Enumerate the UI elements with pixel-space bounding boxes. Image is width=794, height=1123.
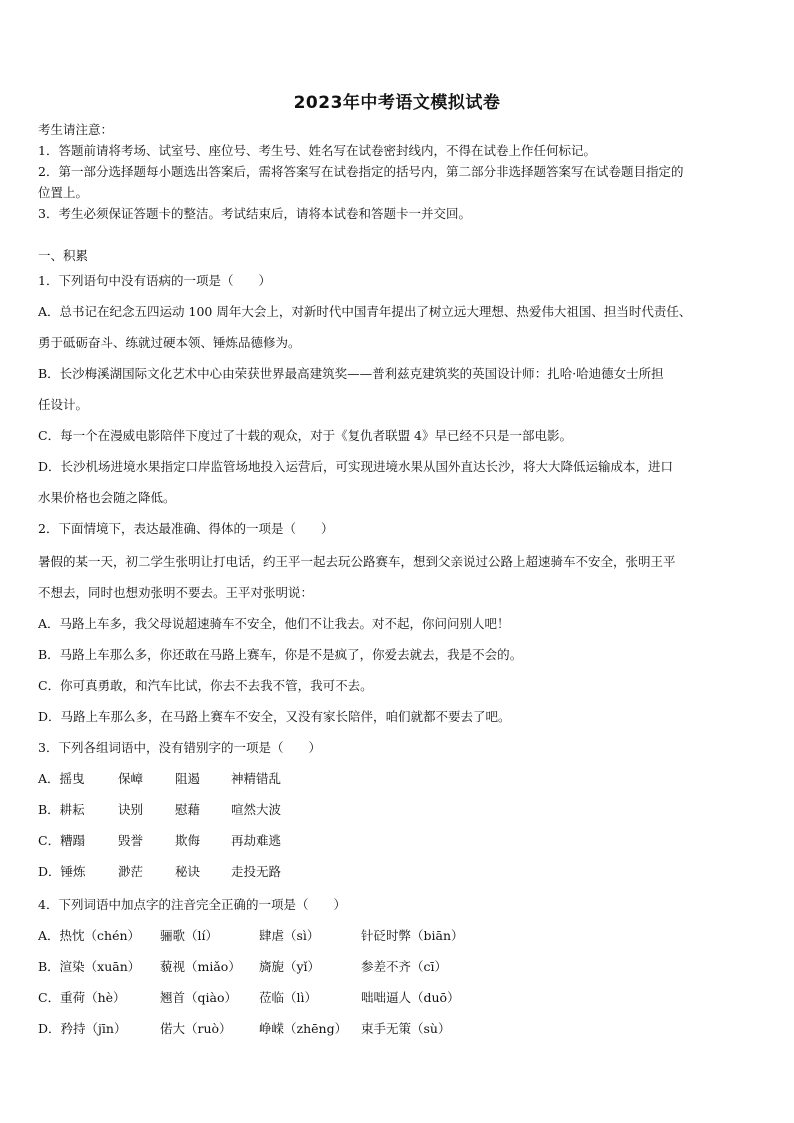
q1-option-b-cont: 任设计。	[38, 397, 89, 412]
q3-d-word-3: 秘诀	[175, 864, 201, 879]
q3-c-word-1: C．糟蹋	[38, 833, 86, 848]
q2-option-a: A．马路上车多，我父母说超速骑车不安全，他们不让我去。对不起，你问问别人吧！	[38, 616, 510, 631]
q4-c-word-4: 咄咄逼人（duō）	[361, 990, 460, 1005]
page-title: 2023年中考语文模拟试卷	[293, 93, 501, 113]
notice-item-1: 1．答题前请将考场、试室号、座位号、考生号、姓名写在试卷密封线内，不得在试卷上作任何标记。	[38, 143, 596, 158]
q3-a-word-4: 神精错乱	[231, 771, 282, 786]
q4-a-word-2: 骊歌（lí）	[160, 928, 218, 943]
q2-option-b: B．马路上车那么多，你还敢在马路上赛车，你是不是疯了，你爱去就去，我是不会的。	[38, 647, 523, 662]
q3-d-word-4: 走投无路	[231, 864, 282, 879]
q1-option-a: A．总书记在纪念五四运动 100 周年大会上，对新时代中国青年提出了树立远大理想、热爱伟大祖国、担当时代责任、	[38, 304, 692, 319]
q3-stem: 3．下列各组词语中，没有错别字的一项是（ ）	[38, 740, 321, 755]
q4-b-word-4: 参差不齐（cī）	[361, 959, 447, 974]
section-heading: 一、积累	[38, 248, 89, 263]
q4-c-word-2: 翘首（qiào）	[160, 990, 237, 1005]
q4-a-word-4: 针砭时弊（biān）	[361, 928, 464, 943]
q1-option-c: C．每一个在漫威电影陪伴下度过了十载的观众，对于《复仇者联盟 4》早已经不只是一部电影。	[38, 428, 572, 443]
q3-a-word-3: 阻遏	[175, 771, 201, 786]
q3-b-word-1: B．耕耘	[38, 802, 85, 817]
q4-b-word-2: 藐视（miǎo）	[160, 959, 241, 974]
notice-item-2-cont: 位置上。	[38, 185, 89, 200]
q4-c-word-1: C．重荷（hè）	[38, 990, 126, 1005]
q3-c-word-4: 再劫难逃	[231, 833, 282, 848]
q3-a-word-1: A．摇曳	[38, 771, 85, 786]
q3-b-word-3: 慰藉	[175, 802, 201, 817]
q2-option-c: C．你可真勇敢，和汽车比试，你去不去我不管，我可不去。	[38, 678, 373, 693]
q1-option-b: B．长沙梅溪湖国际文化艺术中心由荣获世界最高建筑奖——普利兹克建筑奖的英国设计师：扎哈·哈迪德女士所担	[38, 366, 664, 381]
notice-item-3: 3．考生必须保证答题卡的整洁。考试结束后，请将本试卷和答题卡一并交回。	[38, 206, 471, 221]
notice-heading: 考生请注意：	[38, 122, 114, 137]
q3-a-word-2: 保嶂	[118, 771, 144, 786]
q2-context-cont: 不想去，同时也想劝张明不要去。王平对张明说：	[38, 585, 314, 600]
q3-c-word-2: 毁誉	[118, 833, 144, 848]
q3-b-word-2: 诀别	[118, 802, 144, 817]
q3-d-word-2: 渺茫	[118, 864, 144, 879]
q4-d-word-1: D．矜持（jīn）	[38, 1021, 127, 1036]
q4-b-word-1: B．渲染（xuān）	[38, 959, 141, 974]
q3-b-word-4: 喧然大波	[231, 802, 282, 817]
q4-b-word-3: 旖旎（yǐ）	[259, 959, 321, 974]
q2-stem: 2．下面情境下，表达最准确、得体的一项是（ ）	[38, 521, 334, 536]
q4-d-word-4: 束手无策（sù）	[361, 1021, 451, 1036]
q4-d-word-2: 偌大（ruò）	[160, 1021, 232, 1036]
q4-d-word-3: 峥嵘（zhēng）	[259, 1021, 348, 1036]
q1-option-d-cont: 水果价格也会随之降低。	[38, 490, 176, 505]
q4-c-word-3: 莅临（lì）	[259, 990, 317, 1005]
q1-option-a-cont: 勇于砥砺奋斗、练就过硬本领、锤炼品德修为。	[38, 335, 301, 350]
notice-item-2: 2．第一部分选择题每小题选出答案后，需将答案写在试卷指定的括号内，第二部分非选择题答案写在试卷题目指定的	[38, 164, 684, 179]
q4-a-word-1: A．热忱（chén）	[38, 928, 141, 943]
q1-option-d: D．长沙机场进境水果指定口岸监管场地投入运营后，可实现进境水果从国外直达长沙，将大大降低运输成本，进口	[38, 459, 674, 474]
q4-stem: 4．下列词语中加点字的注音完全正确的一项是（ ）	[38, 897, 346, 912]
q2-context: 暑假的某一天，初二学生张明让打电话，约王平一起去玩公路赛车，想到父亲说过公路上超速骑车不安全，张明王平	[38, 554, 676, 569]
q3-c-word-3: 欺侮	[175, 833, 201, 848]
q4-a-word-3: 肆虐（sì）	[259, 928, 320, 943]
q2-option-d: D．马路上车那么多，在马路上赛车不安全，又没有家长陪伴，咱们就都不要去了吧。	[38, 709, 511, 724]
q1-stem: 1．下列语句中没有语病的一项是（ ）	[38, 273, 271, 288]
q3-d-word-1: D．锤炼	[38, 864, 86, 879]
